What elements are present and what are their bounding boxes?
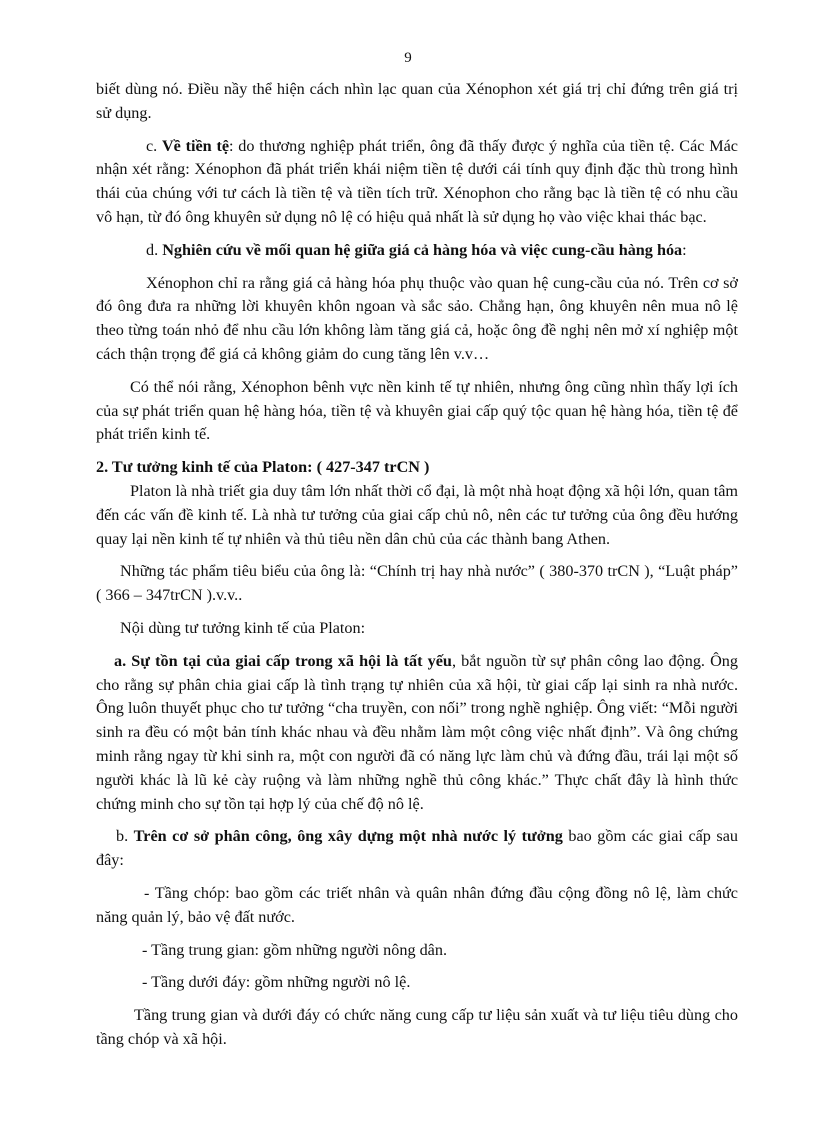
paragraph-class-existence bbox=[96, 650, 738, 817]
subheading-supply-demand-title: Nghiên cứu về mối quan hệ giữa giá cả hàng hóa và việc cung-cầu hàng hóa bbox=[162, 240, 683, 259]
item-prefix: c. bbox=[146, 136, 162, 155]
list-item-top-tier: - Tầng chóp: bao gồm các triết nhân và quân nhân đứng đầu cộng đồng nô lệ, làm chức năng quản lý, bảo vệ đất nước. bbox=[96, 883, 738, 926]
paragraph-text: bao gồm các giai cấp sau đây: bbox=[96, 827, 739, 870]
item-prefix: b. bbox=[116, 827, 134, 846]
paragraph-text: : do thương nghiệp phát triển, ông đã thấy được ý nghĩa của tiền tệ. Các Mác nhận xét rằng: Xénophon đã phát triển khái niệm tiền tệ dưới cái tính quy định đặc thù trong hình thái của chúng với tư cách là tiền tệ và tiền tích trữ. Xénophon cho rằng bạc là tiền tệ có nhu cầu vô hạn, từ đó ông khuyên sử dụng nô lệ có hiệu quả nhất là sử dụng họ vào việc khai thác bạc. bbox=[96, 136, 738, 226]
subheading-currency: Về tiền tệ bbox=[161, 136, 230, 155]
paragraph-content-intro: Nội dùng tư tưởng kinh tế của Platon: bbox=[120, 618, 366, 637]
paragraph-price: Xénophon chỉ ra rằng giá cả hàng hóa phụ thuộc vào quan hệ cung-cầu của nó. Trên cơ sở đó ông đưa ra những lời khuyên khôn ngoan và sắc sảo. Chẳng hạn, ông khuyên nên mua nô lệ theo từng toán nhỏ để nhu cầu lớn không làm tăng giá cả, hoặc ông đề nghị nên mở xí nghiệp một cách thận trọng để giá cả không giảm do cung tăng lên v.v… bbox=[96, 273, 738, 363]
section-heading-platon: 2. Tư tưởng kinh tế của Platon: ( 427-347 trCN ) bbox=[96, 458, 430, 477]
paragraph-ideal-state bbox=[96, 825, 738, 873]
paragraph-text: , bắt nguồn từ sự phân công lao động. Ông cho rằng sự phân chia giai cấp là tình trạng tự nhiên của xã hội, từ giai cấp lại sinh ra nhà nước. Ông luôn thuyết phục cho tư tưởng “cha truyền, con nối” trong nghề nghiệp. Ông viết: “Mỗi người sinh ra đều có một bản tính khác nhau và đều nhằm làm một công việc nhất định”. Và ông chứng minh rằng ngay từ khi sinh ra, một con người đã có năng lực làm chủ và đứng đầu, trái lại một số người khác là lũ kẻ cày ruộng và làm những nghề thủ công khác.” Thực chất đây là hình thức chứng minh cho sự tồn tại hợp lý của chế độ nô lệ. bbox=[96, 651, 738, 813]
paragraph-conclusion: Có thể nói rằng, Xénophon bênh vực nền kinh tế tự nhiên, nhưng ông cũng nhìn thấy lợi ích của sự phát triển quan hệ hàng hóa, tiền tệ và khuyên giai cấp quý tộc quan hệ hàng hóa, tiền tệ để phát triển kinh tế. bbox=[96, 377, 738, 444]
page-number: 9 bbox=[404, 50, 412, 66]
paragraph-tiers-function: Tầng trung gian và dưới đáy có chức năng cung cấp tư liệu sản xuất và tư liệu tiêu dùng cho tầng chóp và xã hội. bbox=[96, 1006, 738, 1048]
paragraph-platon-intro: Platon là nhà triết gia duy tâm lớn nhất thời cổ đại, là một nhà hoạt động xã hội lớn, quan tâm đến các vấn đề kinh tế. Là nhà tư tưởng của giai cấp chủ nô, nên các tư tưởng của ông đều hướng quay lại nền kinh tế tự nhiên và thủ tiêu nền dân chủ của các thành bang Athen. bbox=[96, 481, 738, 548]
paragraph-works: Những tác phẩm tiêu biểu của ông là: “Chính trị hay nhà nước” ( 380-370 trCN ), “Luật pháp” ( 366 – 347trCN ).v.v.. bbox=[96, 562, 738, 605]
item-prefix: d. bbox=[146, 240, 163, 259]
list-item-bottom-tier: - Tầng dưới đáy: gồm những người nô lệ. bbox=[142, 973, 411, 992]
subheading-class-existence: a. Sự tồn tại của giai cấp trong xã hội là tất yếu bbox=[114, 651, 452, 670]
punctuation: : bbox=[682, 240, 687, 259]
paragraph-currency bbox=[96, 135, 738, 230]
paragraph-continuation: biết dùng nó. Điều nầy thể hiện cách nhìn lạc quan của Xénophon xét giá trị chỉ đứng trên giá trị sử dụng. bbox=[96, 80, 738, 122]
subheading-supply-demand bbox=[96, 239, 738, 263]
list-item-middle-tier: - Tầng trung gian: gồm những người nông dân. bbox=[142, 940, 448, 959]
subheading-ideal-state: Trên cơ sở phân công, ông xây dựng một nhà nước lý tưởng bbox=[133, 827, 563, 846]
page-body bbox=[96, 78, 738, 1052]
